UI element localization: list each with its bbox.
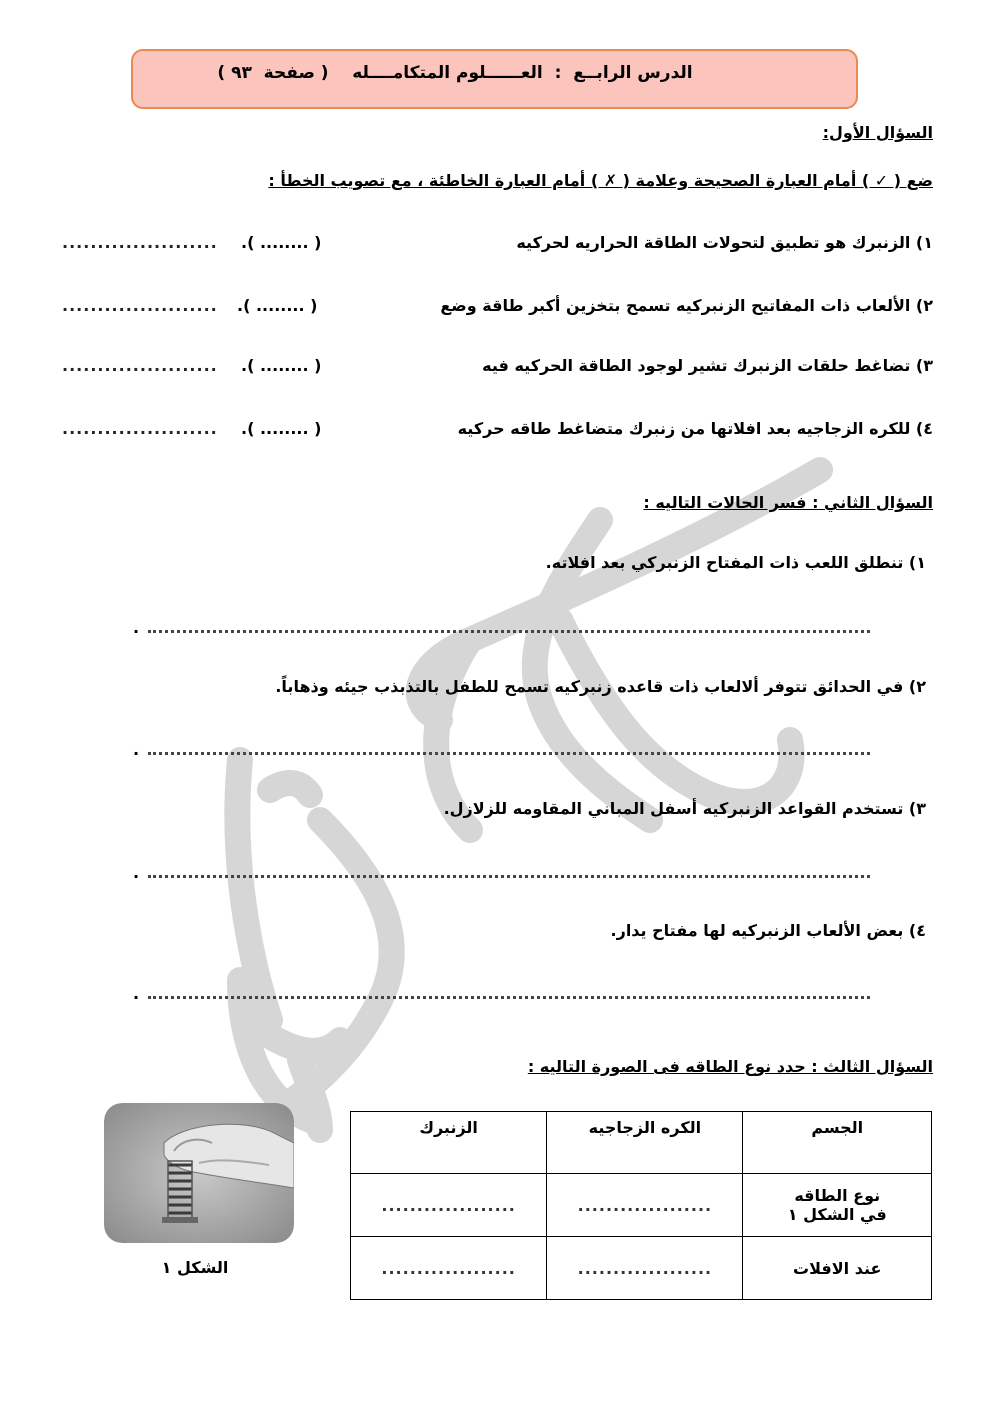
figure-caption: الشكل ١ xyxy=(161,1258,229,1277)
q2-answer-line-3[interactable] xyxy=(148,875,870,878)
table-header-spring: الزنبرك xyxy=(351,1112,547,1174)
q2-item-1: ١) تنطلق اللعب ذات المفتاح الزنبركي بعد افلاته. xyxy=(545,553,926,572)
q2-answer-line-4[interactable] xyxy=(148,996,870,999)
figure-hand-spring-image xyxy=(104,1103,294,1243)
q1-correction-line-4[interactable]: ...................... xyxy=(62,419,218,438)
q1-item-3: ٣) تضاغط حلقات الزنبرك تشير لوجود الطاقة الحركيه فيه xyxy=(482,356,933,375)
table-row xyxy=(351,1237,932,1300)
q1-item-1: ١) الزنبرك هو تطبيق لتحولات الطاقة الحراريه لحركيه xyxy=(516,233,933,252)
q1-answer-blank-4[interactable]: ( ........ ). xyxy=(241,419,322,438)
row-label-on-release: عند الافلات xyxy=(743,1237,932,1300)
q2-line-end-1: . xyxy=(133,618,140,637)
table-header-glass-ball: الكره الزجاجيه xyxy=(547,1112,743,1174)
q2-heading: السؤال الثاني : فسر الحالات التاليه : xyxy=(643,493,933,512)
row-label-energy-type xyxy=(743,1174,932,1237)
q1-correction-line-3[interactable]: ...................... xyxy=(62,356,218,375)
answer-dots: ................... xyxy=(577,1258,713,1278)
q2-line-end-2: . xyxy=(133,740,140,759)
q1-item-4: ٤) للكره الزجاجيه بعد افلاتها من زنبرك متضاغط طاقه حركيه xyxy=(457,419,933,438)
q1-answer-blank-2[interactable]: ( ........ ). xyxy=(237,296,318,315)
q1-item-2: ٢) الألعاب ذات المفاتيح الزنبركيه تسمح بتخزين أكبر طاقة وضع xyxy=(440,296,933,315)
table-cell-answer[interactable] xyxy=(351,1174,547,1237)
q2-answer-line-2[interactable] xyxy=(148,752,870,755)
q1-heading: السؤال الأول: xyxy=(822,123,933,142)
row-label-line-1: نوع الطاقه xyxy=(794,1186,881,1205)
q1-correction-line-2[interactable]: ...................... xyxy=(62,296,218,315)
q2-item-4: ٤) بعض الألعاب الزنبركيه لها مفتاح يدار. xyxy=(610,921,926,940)
q2-line-end-3: . xyxy=(133,863,140,882)
q1-answer-blank-3[interactable]: ( ........ ). xyxy=(241,356,322,375)
q2-answer-line-1[interactable] xyxy=(148,630,870,633)
q2-item-3: ٣) تستخدم القواعد الزنبركيه أسفل المباني المقاومه للزلازل. xyxy=(443,799,926,818)
row-label-line-2: في الشكل ١ xyxy=(787,1205,887,1224)
energy-table xyxy=(350,1111,932,1300)
answer-dots: ................... xyxy=(577,1195,713,1215)
q3-heading: السؤال الثالث : حدد نوع الطاقه فى الصورة التاليه : xyxy=(527,1057,933,1076)
q1-answer-blank-1[interactable]: ( ........ ). xyxy=(241,233,322,252)
table-cell-answer[interactable] xyxy=(351,1237,547,1300)
table-cell-answer[interactable] xyxy=(547,1237,743,1300)
table-header-object: الجسم xyxy=(743,1112,932,1174)
table-header-row xyxy=(351,1112,932,1174)
answer-dots: ................... xyxy=(381,1195,516,1215)
table-row xyxy=(351,1174,932,1237)
answer-dots: ................... xyxy=(381,1258,516,1278)
q2-item-2: ٢) في الحدائق تتوفر ألالعاب ذات قاعده زنبركيه تسمح للطفل بالتذبذب جيئه وذهاباً. xyxy=(275,677,926,696)
lesson-title: الدرس الرابــع : العــــــلوم المتكامــــله ( صفحة ٩٣ ) xyxy=(217,63,693,83)
q2-line-end-4: . xyxy=(133,984,140,1003)
table-cell-answer[interactable] xyxy=(547,1174,743,1237)
q1-instruction: ضع ( ✓ ) أمام العبارة الصحيحة وعلامة ( ✗ ) أمام العبارة الخاطئة ، مع تصويب الخطأ : xyxy=(268,171,933,190)
q1-correction-line-1[interactable]: ...................... xyxy=(62,233,218,252)
